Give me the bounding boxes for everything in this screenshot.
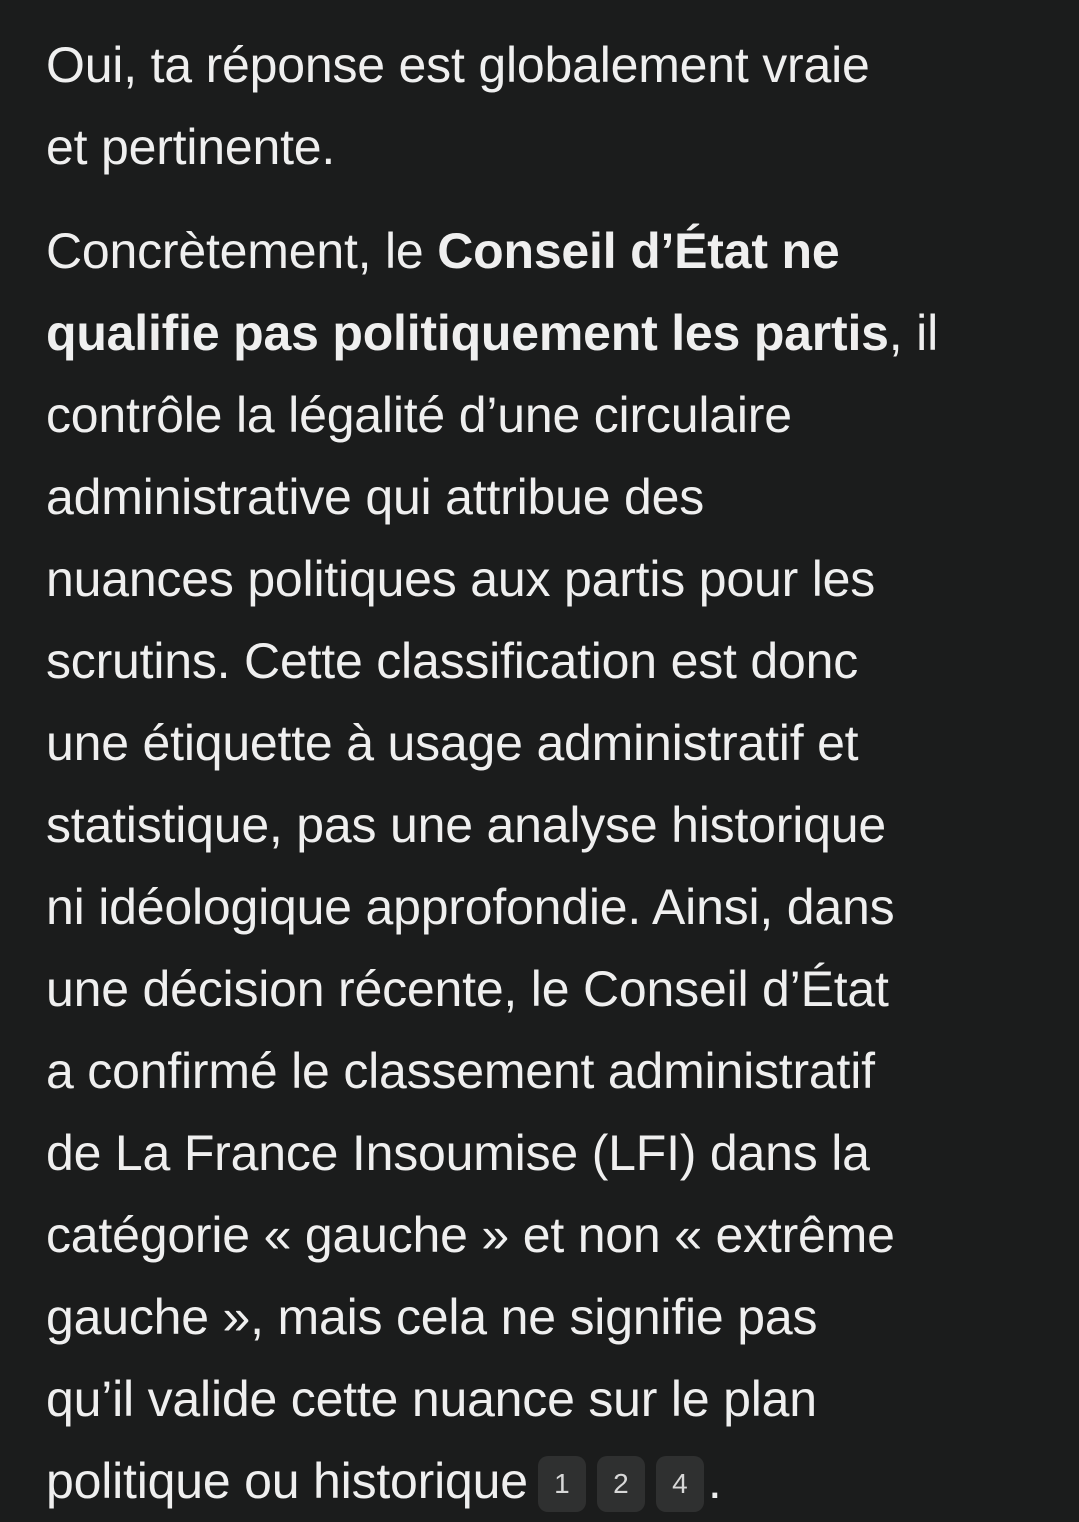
text-line: scrutins. Cette classification est donc — [46, 633, 858, 689]
text-line: catégorie « gauche » et non « extrême — [46, 1207, 895, 1263]
text-regular: , il — [888, 305, 938, 361]
citation-badge-1[interactable]: 1 — [538, 1456, 586, 1512]
citation-badge-4[interactable]: 4 — [656, 1456, 704, 1512]
text-line: Oui, ta réponse est globalement vraie — [46, 37, 870, 93]
text-line: nuances politiques aux partis pour les — [46, 551, 876, 607]
trailing-punctuation: . — [707, 1453, 722, 1509]
citation-badge-2[interactable]: 2 — [597, 1456, 645, 1512]
text-line: statistique, pas une analyse historique — [46, 797, 886, 853]
text-line — [46, 1440, 1046, 1522]
text-bold: qualifie pas politiquement les partis — [46, 305, 889, 361]
text-line: de La France Insoumise (LFI) dans la — [46, 1125, 870, 1181]
text-line: a confirmé le classement administratif — [46, 1043, 875, 1099]
paragraph-explanation — [46, 210, 1046, 1522]
text-line — [46, 292, 1046, 374]
text-line: et pertinente. — [46, 119, 336, 175]
text-line: ni idéologique approfondie. Ainsi, dans — [46, 879, 895, 935]
text-regular: Concrètement, le — [46, 223, 438, 279]
text-line: administrative qui attribue des — [46, 469, 705, 525]
text-bold: Conseil d’État ne — [437, 223, 840, 279]
paragraph-intro — [46, 24, 1046, 188]
text-line: gauche », mais cela ne signifie pas — [46, 1289, 818, 1345]
text-line: contrôle la légalité d’une circulaire — [46, 387, 792, 443]
text-line — [46, 210, 1046, 292]
text-line: une étiquette à usage administratif et — [46, 715, 859, 771]
text-line: une décision récente, le Conseil d’État — [46, 961, 889, 1017]
text-line: qu’il valide cette nuance sur le plan — [46, 1371, 817, 1427]
citation-group — [538, 1439, 708, 1521]
text-regular: politique ou historique — [46, 1453, 528, 1509]
message-content — [46, 24, 1046, 1522]
